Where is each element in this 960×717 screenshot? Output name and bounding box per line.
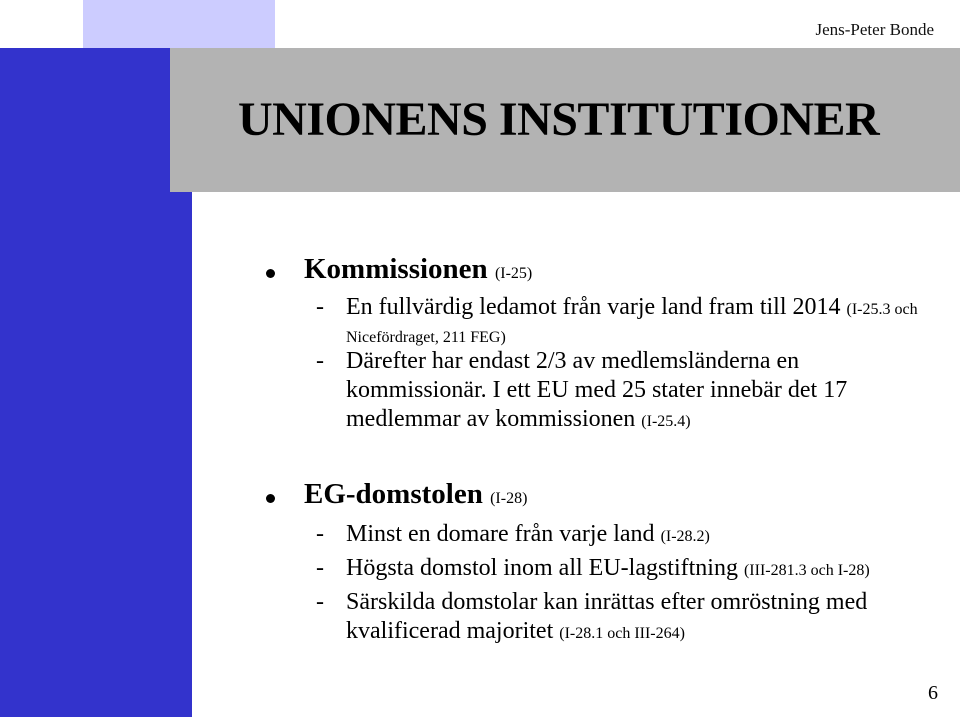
reference-text: (I-28.2): [660, 528, 710, 545]
bullet-line: [346, 555, 870, 582]
bullet-text: Högsta domstol inom all EU-lagstiftning: [346, 555, 738, 581]
bullet-line: [346, 294, 918, 321]
reference-text: (I-25.3 och: [846, 301, 918, 318]
bullet-text: Minst en domare från varje land: [346, 521, 655, 547]
bullet-icon: [266, 269, 275, 278]
dash-marker: -: [316, 348, 324, 374]
bullet-text: Därefter har endast 2/3 av medlemsländerna en: [346, 348, 800, 374]
bullet-text: medlemmar av kommissionen: [346, 406, 636, 432]
bullet-text: kommissionär. I ett EU med 25 stater innebär det 17: [346, 377, 848, 403]
heading-text: Kommissionen: [304, 253, 488, 285]
bullet-line: [346, 348, 799, 375]
bullet-line: [346, 521, 710, 548]
reference-text: Nicefördraget, 211 FEG): [346, 329, 506, 346]
reference-text: (I-25.4): [641, 413, 691, 430]
heading-ref: (I-28): [490, 490, 528, 507]
section-heading-kommissionen: [304, 253, 532, 286]
dash-marker: -: [316, 555, 324, 581]
section-heading-eg-domstolen: [304, 478, 527, 511]
bullet-line: [346, 589, 867, 616]
bullet-text: Särskilda domstolar kan inrättas efter omröstning med: [346, 589, 868, 615]
reference-text: (I-28.1 och III-264): [559, 625, 685, 642]
heading-text: EG-domstolen: [304, 478, 483, 510]
page-number: 6: [928, 682, 938, 704]
author-name: Jens-Peter Bonde: [815, 20, 934, 39]
bullet-icon: [266, 494, 275, 503]
slide-title: UNIONENS INSTITUTIONER: [238, 93, 880, 146]
bullet-text: En fullvärdig ledamot från varje land fram till 2014: [346, 294, 841, 320]
bullet-line-continued: [346, 618, 685, 645]
decorative-block-dark: [0, 48, 192, 717]
bullet-line-continued: [346, 406, 691, 433]
dash-marker: -: [316, 589, 324, 615]
bullet-line-continued: [346, 377, 847, 404]
dash-marker: -: [316, 521, 324, 547]
heading-ref: (I-25): [494, 265, 533, 282]
dash-marker: -: [316, 294, 324, 320]
reference-text: (III-281.3 och I-28): [743, 562, 870, 579]
bullet-line-continued: [346, 322, 506, 349]
bullet-text: kvalificerad majoritet: [346, 618, 554, 644]
